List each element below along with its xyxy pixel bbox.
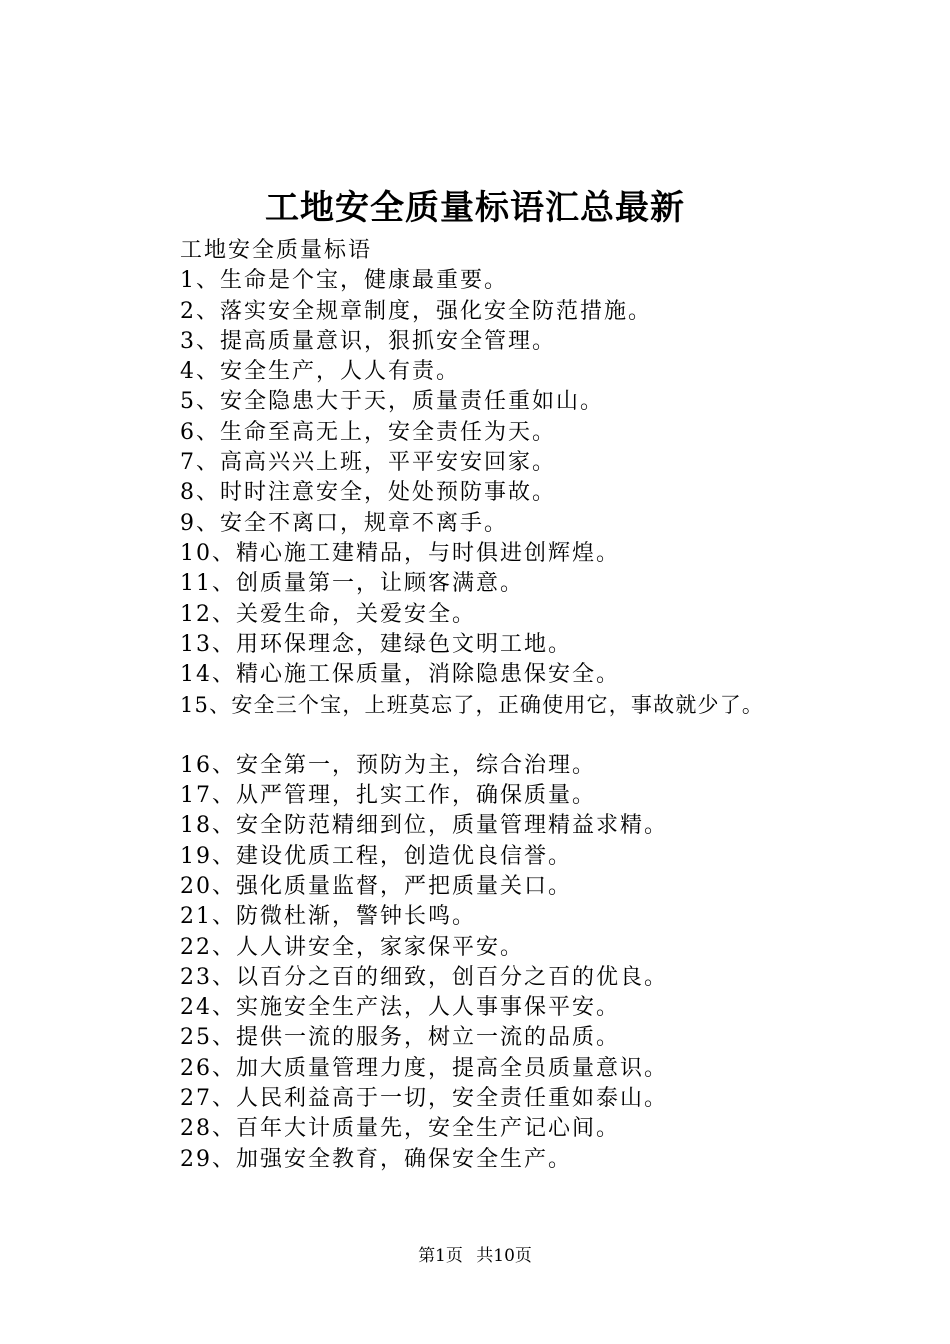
slogan-item: 2、落实安全规章制度，强化安全防范措施。 [180, 298, 652, 324]
slogan-item: 19、建设优质工程，创造优良信誉。 [180, 843, 572, 869]
document-body [180, 236, 880, 1175]
slogan-item: 17、从严管理，扎实工作，确保质量。 [180, 783, 596, 809]
page-footer [0, 1244, 950, 1268]
slogan-list [180, 266, 880, 1175]
slogan-item: 23、以百分之百的细致，创百分之百的优良。 [180, 964, 668, 990]
slogan-item: 9、安全不离口，规章不离手。 [180, 510, 508, 536]
slogan-item: 7、高高兴兴上班，平平安安回家。 [180, 450, 556, 476]
slogan-item: 27、人民利益高于一切，安全责任重如泰山。 [180, 1086, 668, 1112]
slogan-item: 4、安全生产，人人有责。 [180, 359, 460, 385]
slogan-item: 1、生命是个宝，健康最重要。 [180, 268, 508, 294]
slogan-item: 8、时时注意安全，处处预防事故。 [180, 480, 556, 506]
slogan-item: 13、用环保理念，建绿色文明工地。 [180, 631, 572, 657]
slogan-item: 24、实施安全生产法，人人事事保平安。 [180, 995, 620, 1021]
slogan-item: 28、百年大计质量先，安全生产记心间。 [180, 1116, 620, 1142]
slogan-item: 6、生命至高无上，安全责任为天。 [180, 419, 556, 445]
slogan-item: 26、加大质量管理力度，提高全员质量意识。 [180, 1055, 668, 1081]
slogan-item: 11、创质量第一，让顾客满意。 [180, 571, 524, 597]
slogan-item: 16、安全第一，预防为主，综合治理。 [180, 752, 596, 778]
slogan-item: 25、提供一流的服务，树立一流的品质。 [180, 1025, 620, 1051]
slogan-item: 22、人人讲安全，家家保平安。 [180, 934, 524, 960]
page-number: 第1页 [418, 1246, 463, 1266]
slogan-item: 20、强化质量监督，严把质量关口。 [180, 873, 572, 899]
slogan-item: 12、关爱生命，关爱安全。 [180, 601, 476, 627]
slogan-item: 5、安全隐患大于天，质量责任重如山。 [180, 389, 604, 415]
section-heading: 工地安全质量标语 [180, 238, 373, 263]
slogan-item: 29、加强安全教育，确保安全生产。 [180, 1146, 572, 1172]
page-count: 共10页 [476, 1246, 532, 1266]
slogan-item: 15、安全三个宝，上班莫忘了，正确使用它，事故就少了。 [180, 693, 765, 718]
slogan-item: 14、精心施工保质量，消除隐患保安全。 [180, 662, 620, 688]
slogan-item: 18、安全防范精细到位，质量管理精益求精。 [180, 813, 668, 839]
document-title: 工地安全质量标语汇总最新 [265, 188, 685, 228]
slogan-item: 10、精心施工建精品，与时俱进创辉煌。 [180, 540, 620, 566]
slogan-item: 3、提高质量意识，狠抓安全管理。 [180, 328, 556, 354]
slogan-item: 21、防微杜渐，警钟长鸣。 [180, 904, 476, 930]
